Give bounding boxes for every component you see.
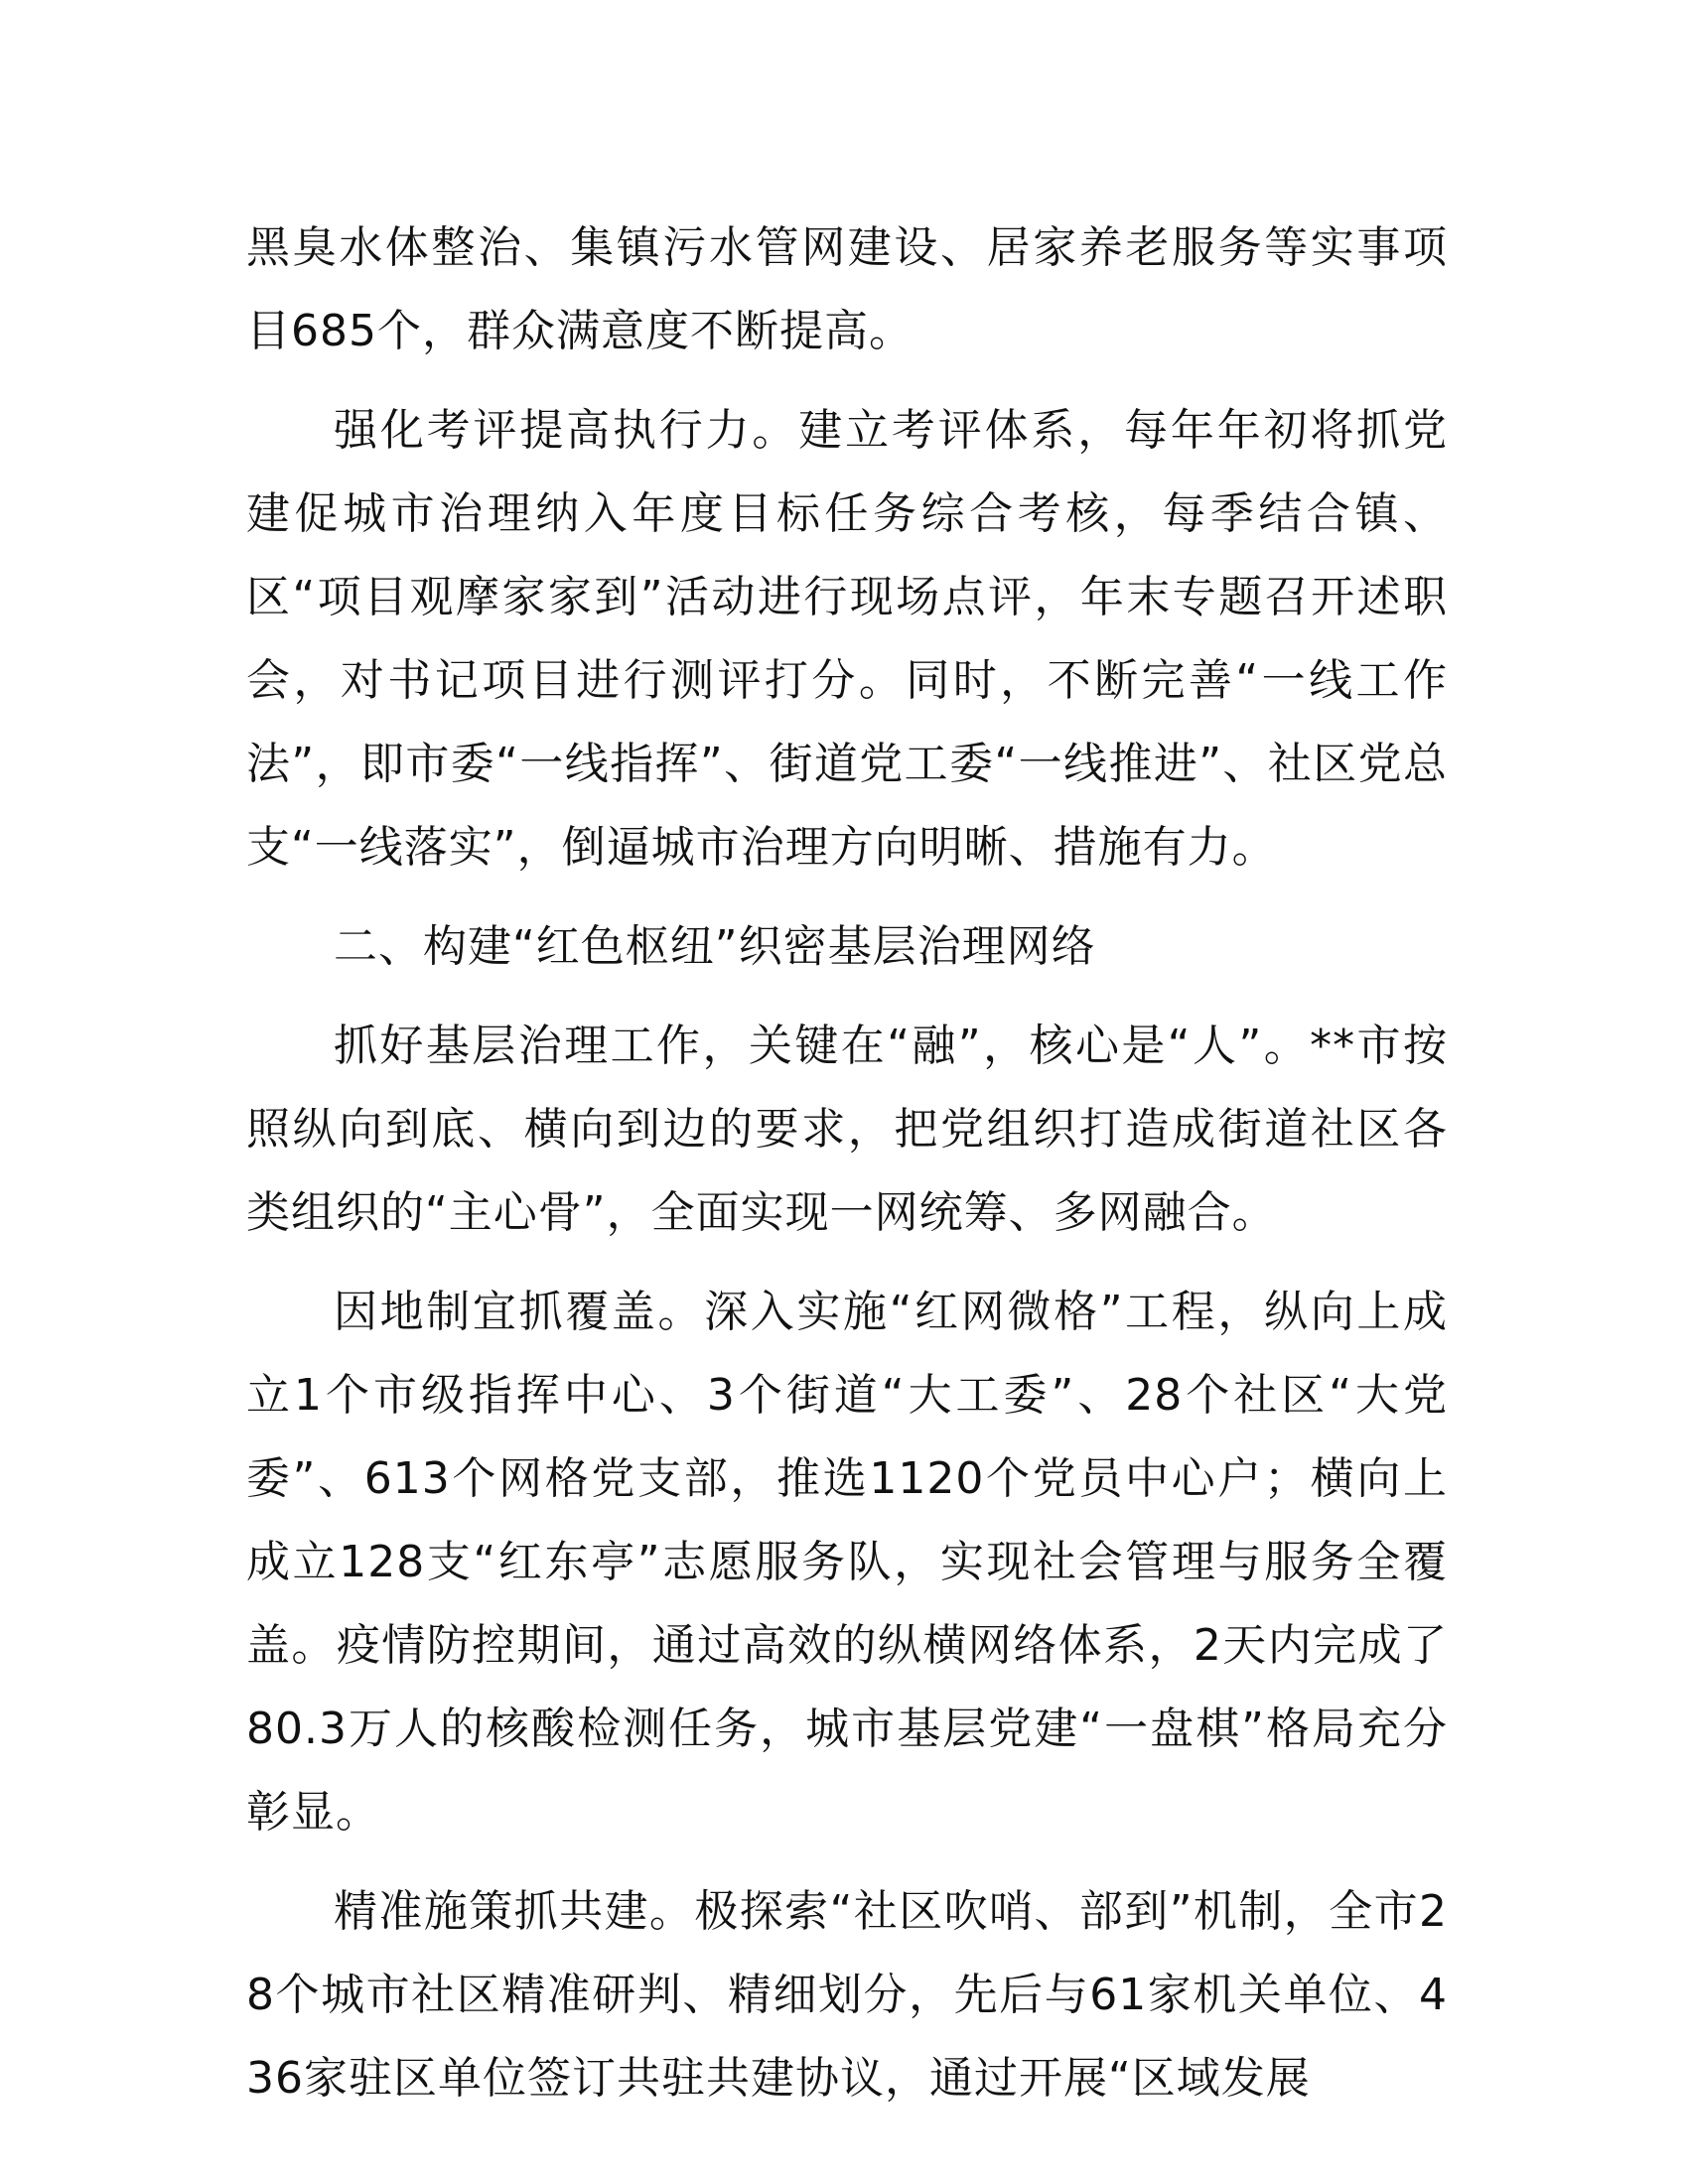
- paragraph-grassroots-governance: 抓好基层治理工作，关键在“融”，核心是“人”。**市按照纵向到底、横向到边的要求，把党组织打造成街道社区各类组织的“主心骨”，全面实现一网统筹、多网融合。: [246, 1021, 1448, 1238]
- paragraph-continuation: 黑臭水体整治、集镇污水管网建设、居家养老服务等实事项目685个，群众满意度不断提高。: [246, 222, 1448, 356]
- paragraph-coverage: 因地制宜抓覆盖。深入实施“红网微格”工程，纵向上成立1个市级指挥中心、3个街道“大工委”、28个社区“大党委”、613个网格党支部，推选1120个党员中心户；横向上成立128支“红东亭”志愿服务队，实现社会管理与服务全覆盖。疫情防控期间，通过高效的纵横网络体系，2天内完成了80.3万人的核酸检测任务，城市基层党建“一盘棋”格局充分彰显。: [246, 1287, 1448, 1838]
- document-body: [246, 206, 1448, 2136]
- section-heading: 二、构建“红色枢纽”织密基层治理网络: [334, 921, 1096, 972]
- paragraph-co-construction: 精准施策抓共建。极探索“社区吹哨、部到”机制，全市28个城市社区精准研判、精细划分，先后与61家机关单位、436家驻区单位签订共驻共建协议，通过开展“区域发展: [246, 1886, 1448, 2104]
- paragraph-assessment: 强化考评提高执行力。建立考评体系，每年年初将抓党建促城市治理纳入年度目标任务综合考核，每季结合镇、区“项目观摩家家到”活动进行现场点评，年末专题召开述职会，对书记项目进行测评打分。同时，不断完善“一线工作法”，即市委“一线指挥”、街道党工委“一线推进”、社区党总支“一线落实”，倒逼城市治理方向明晰、措施有力。: [246, 405, 1448, 873]
